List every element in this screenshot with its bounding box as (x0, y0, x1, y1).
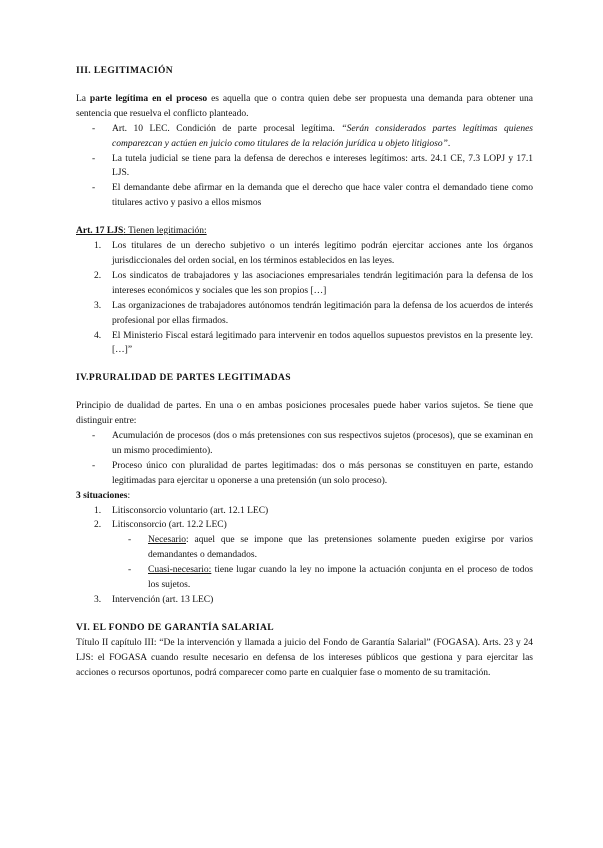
legitimacion-intro (76, 92, 533, 122)
number-marker: 1. (94, 241, 102, 252)
number-marker: 3. (94, 595, 102, 605)
document-page (76, 64, 533, 681)
section-title-legitimacion: III. LEGITIMACIÓN (76, 66, 174, 76)
list-item (76, 122, 533, 152)
list-item (76, 152, 533, 182)
list-item (76, 181, 533, 211)
sub-item-text (148, 533, 533, 563)
list-item (76, 459, 533, 489)
numbered-text: Litisconsorcio voluntario (art. 12.1 LEC) (112, 505, 269, 516)
sub-item-label: Necesario (148, 535, 186, 546)
number-marker: 2. (94, 270, 102, 281)
numbered-item (76, 329, 533, 359)
number-marker: 4. (94, 330, 102, 341)
dash-marker: - (92, 460, 96, 471)
numbered-text: Los sindicatos de trabajadores y las asociaciones empresariales tendrán legitimación para la defensa de los intereses económicos y sociales que les son propios […] (112, 270, 533, 296)
bullet-tail: . (447, 138, 451, 149)
number-marker: 2. (94, 520, 102, 531)
art17-heading (76, 224, 533, 239)
sub-list-item (76, 563, 533, 593)
art17-bold: Art. 17 LJS (76, 226, 124, 237)
sub-item-rest: : aquel que se impone que las pretensiones solamente pueden exigirse por varios demandantes o demandados. (148, 535, 533, 561)
bullet-text (112, 122, 533, 152)
art17-rest: : Tienen legitimación: (123, 226, 207, 237)
numbered-text: El Ministerio Fiscal estará legitimado para intervenir en todos aquellos supuestos previstos en la presente ley. […]” (112, 330, 533, 356)
number-marker: 3. (94, 300, 102, 311)
section-title-pluralidad: IV.PRURALIDAD DE PARTES LEGITIMADAS (76, 373, 291, 384)
bullet-text: Proceso único con pluralidad de partes legitimadas: dos o más personas se constituyen en parte, estando legitimadas para ejercitar u oponerse a una pretensión (un solo proceso). (112, 460, 533, 486)
dash-marker: - (92, 153, 96, 164)
numbered-item (76, 518, 533, 533)
sub-list-item (76, 533, 533, 563)
numbered-item (76, 239, 533, 269)
numbered-item (76, 504, 533, 519)
situaciones-bold: 3 situaciones (76, 490, 128, 501)
bullet-text: Acumulación de procesos (dos o más pretensiones con sus respectivos sujetos (procesos), que se examinan en un mismo procedimiento). (112, 431, 533, 456)
numbered-text: Litisconsorcio (art. 12.2 LEC) (112, 520, 227, 531)
numbered-text: Intervención (art. 13 LEC) (112, 595, 214, 605)
numbered-item (76, 269, 533, 299)
numbered-item (76, 299, 533, 329)
numbered-item (76, 593, 533, 608)
bullet-text: La tutela judicial se tiene para la defensa de derechos e intereses legítimos: arts. 24.1 CE, 7.3 LOPJ y 17.1 LJS. (112, 153, 533, 179)
dash-marker: - (128, 565, 132, 576)
numbered-text: Los titulares de un derecho subjetivo o un interés legítimo podrán ejercitar acciones ante los órganos jurisdiccionales del orden social, en los términos establecidos en las leyes. (112, 241, 533, 266)
intro-text-b: es aquella que o contra quien debe ser propuesta una demanda para obtener una sentencia que resuelva el conflicto planteado. (76, 93, 533, 119)
situaciones-label (76, 489, 533, 504)
sub-item-label: Cuasi-necesario: (148, 565, 212, 576)
number-marker: 1. (94, 505, 102, 516)
intro-bold-term: parte legítima en el proceso (89, 93, 208, 104)
dash-marker: - (128, 535, 132, 546)
dash-marker: - (92, 183, 96, 194)
numbered-text: Las organizaciones de trabajadores autónomos tendrán legitimación para la defensa de los acuerdos de interés profesional por ellas firmados. (112, 300, 533, 326)
list-item (76, 429, 533, 459)
pluralidad-intro: Principio de dualidad de partes. En una o en ambas posiciones procesales puede haber varios sujetos. Se tiene que distinguir entre: (76, 401, 533, 427)
bullet-quote: “Serán considerados partes legítimas quienes comparezcan y actúen en juicio como titulares de la relación jurídica u objeto litigioso” (112, 123, 533, 149)
dash-marker: - (92, 431, 96, 442)
bullet-text: El demandante debe afirmar en la demanda que el derecho que hace valer contra el demandado tiene como titulares activo y pasivo a ellos mismos (112, 183, 533, 209)
section-title-fogasa: VI. EL FONDO DE GARANTÍA SALARIAL (76, 622, 274, 633)
bullet-text-plain: Art. 10 LEC. Condición de parte procesal legítima. (112, 123, 342, 134)
intro-text-a: La (76, 93, 90, 104)
dash-marker: - (92, 123, 96, 134)
situaciones-colon: : (127, 490, 131, 501)
sub-item-rest: tiene lugar cuando la ley no impone la actuación conjunta en el proceso de todos los sujetos. (148, 565, 533, 591)
sub-item-text (148, 563, 533, 593)
fogasa-body: Título II capítulo III: “De la intervención y llamada a juicio del Fondo de Garantía Salarial” (FOGASA). Arts. 23 y 24 LJS: el FOGASA cuando resulte necesario en defensa de los intereses públicos que gestiona y para ejercitar las acciones o recursos oportunos, podrá comparecer como parte en cualquier fase o momento de su tramitación. (76, 637, 533, 678)
